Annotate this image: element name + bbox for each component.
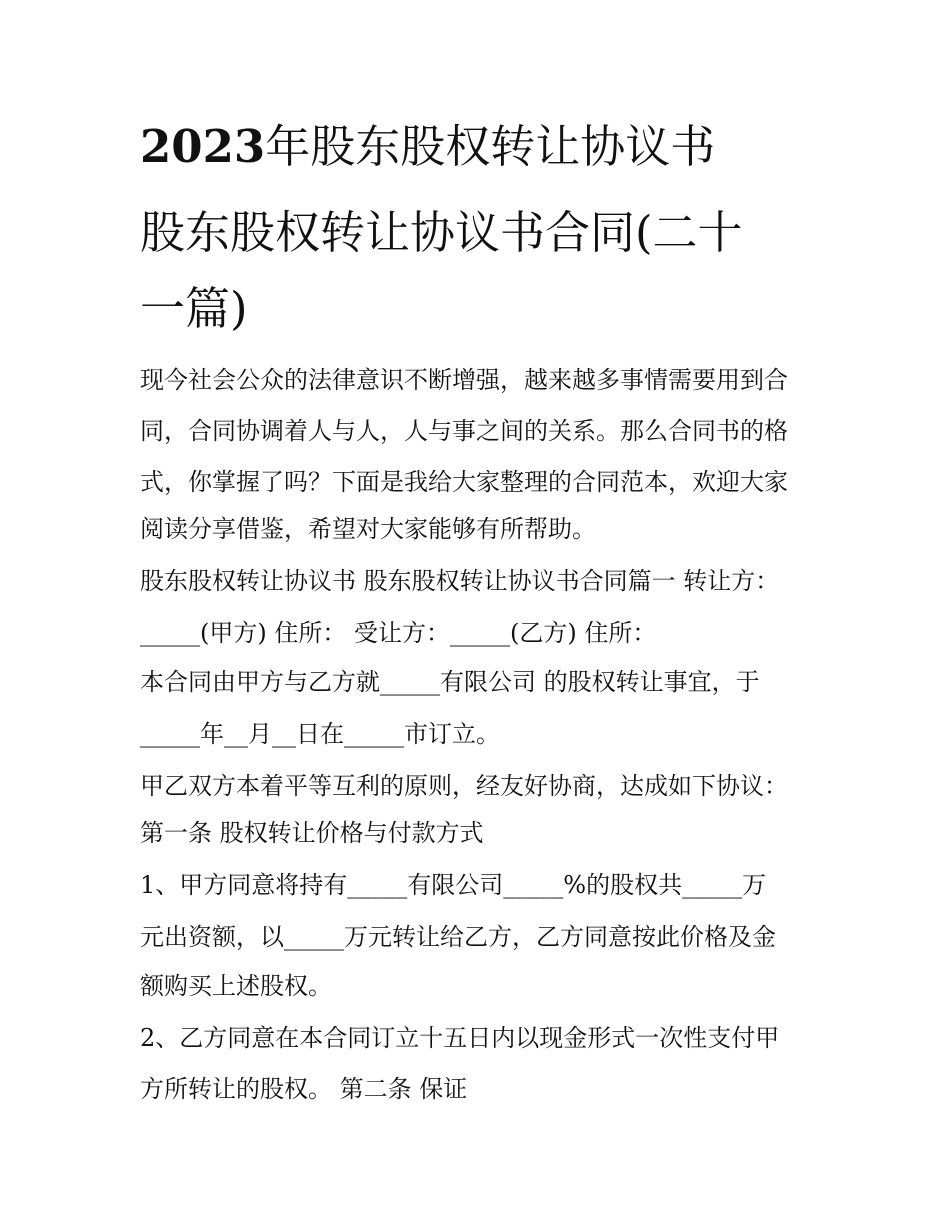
document-title-line-2: 股东股权转让协议书合同(二十	[140, 206, 743, 259]
body-line-4: 阅读分享借鉴，希望对大家能够有所帮助。	[140, 515, 596, 543]
body-line-7: 本合同由甲方与乙方就_____有限公司 的股权转让事宜，于	[140, 668, 760, 696]
body-line-5: 股东股权转让协议书 股东股权转让协议书合同篇一 转让方：	[140, 567, 780, 595]
document-title-line-3: 一篇)	[140, 282, 248, 335]
body-line-12: 元出资额，以_____万元转让给乙方，乙方同意按此价格及金	[140, 923, 776, 951]
body-line-13: 额购买上述股权。	[140, 972, 332, 1000]
body-line-8: _____年__月__日在_____市订立。	[140, 720, 500, 748]
body-line-1: 现今社会公众的法律意识不断增强，越来越多事情需要用到合	[140, 366, 788, 394]
body-line-15: 方所转让的股权。 第二条 保证	[140, 1075, 468, 1103]
title-line-1-rest: 年股东股权转让协议书	[265, 120, 716, 173]
body-line-14: 2、乙方同意在本合同订立十五日内以现金形式一次性支付甲	[140, 1024, 780, 1052]
body-line-6: _____(甲方) 住所： 受让方：_____(乙方) 住所：	[140, 619, 657, 647]
body-line-10: 第一条 股权转让价格与付款方式	[140, 819, 484, 847]
body-line-3: 式，你掌握了吗？下面是我给大家整理的合同范本，欢迎大家	[140, 468, 788, 496]
title-year: 2023	[140, 120, 266, 173]
document-title-line-1	[140, 104, 830, 190]
body-line-2: 同，合同协调着人与人，人与事之间的关系。那么合同书的格	[140, 417, 788, 445]
body-line-11: 1、甲方同意将持有_____有限公司_____%的股权共_____万	[140, 871, 767, 899]
body-line-9: 甲乙双方本着平等互利的原则，经友好协商，达成如下协议：	[140, 772, 788, 800]
